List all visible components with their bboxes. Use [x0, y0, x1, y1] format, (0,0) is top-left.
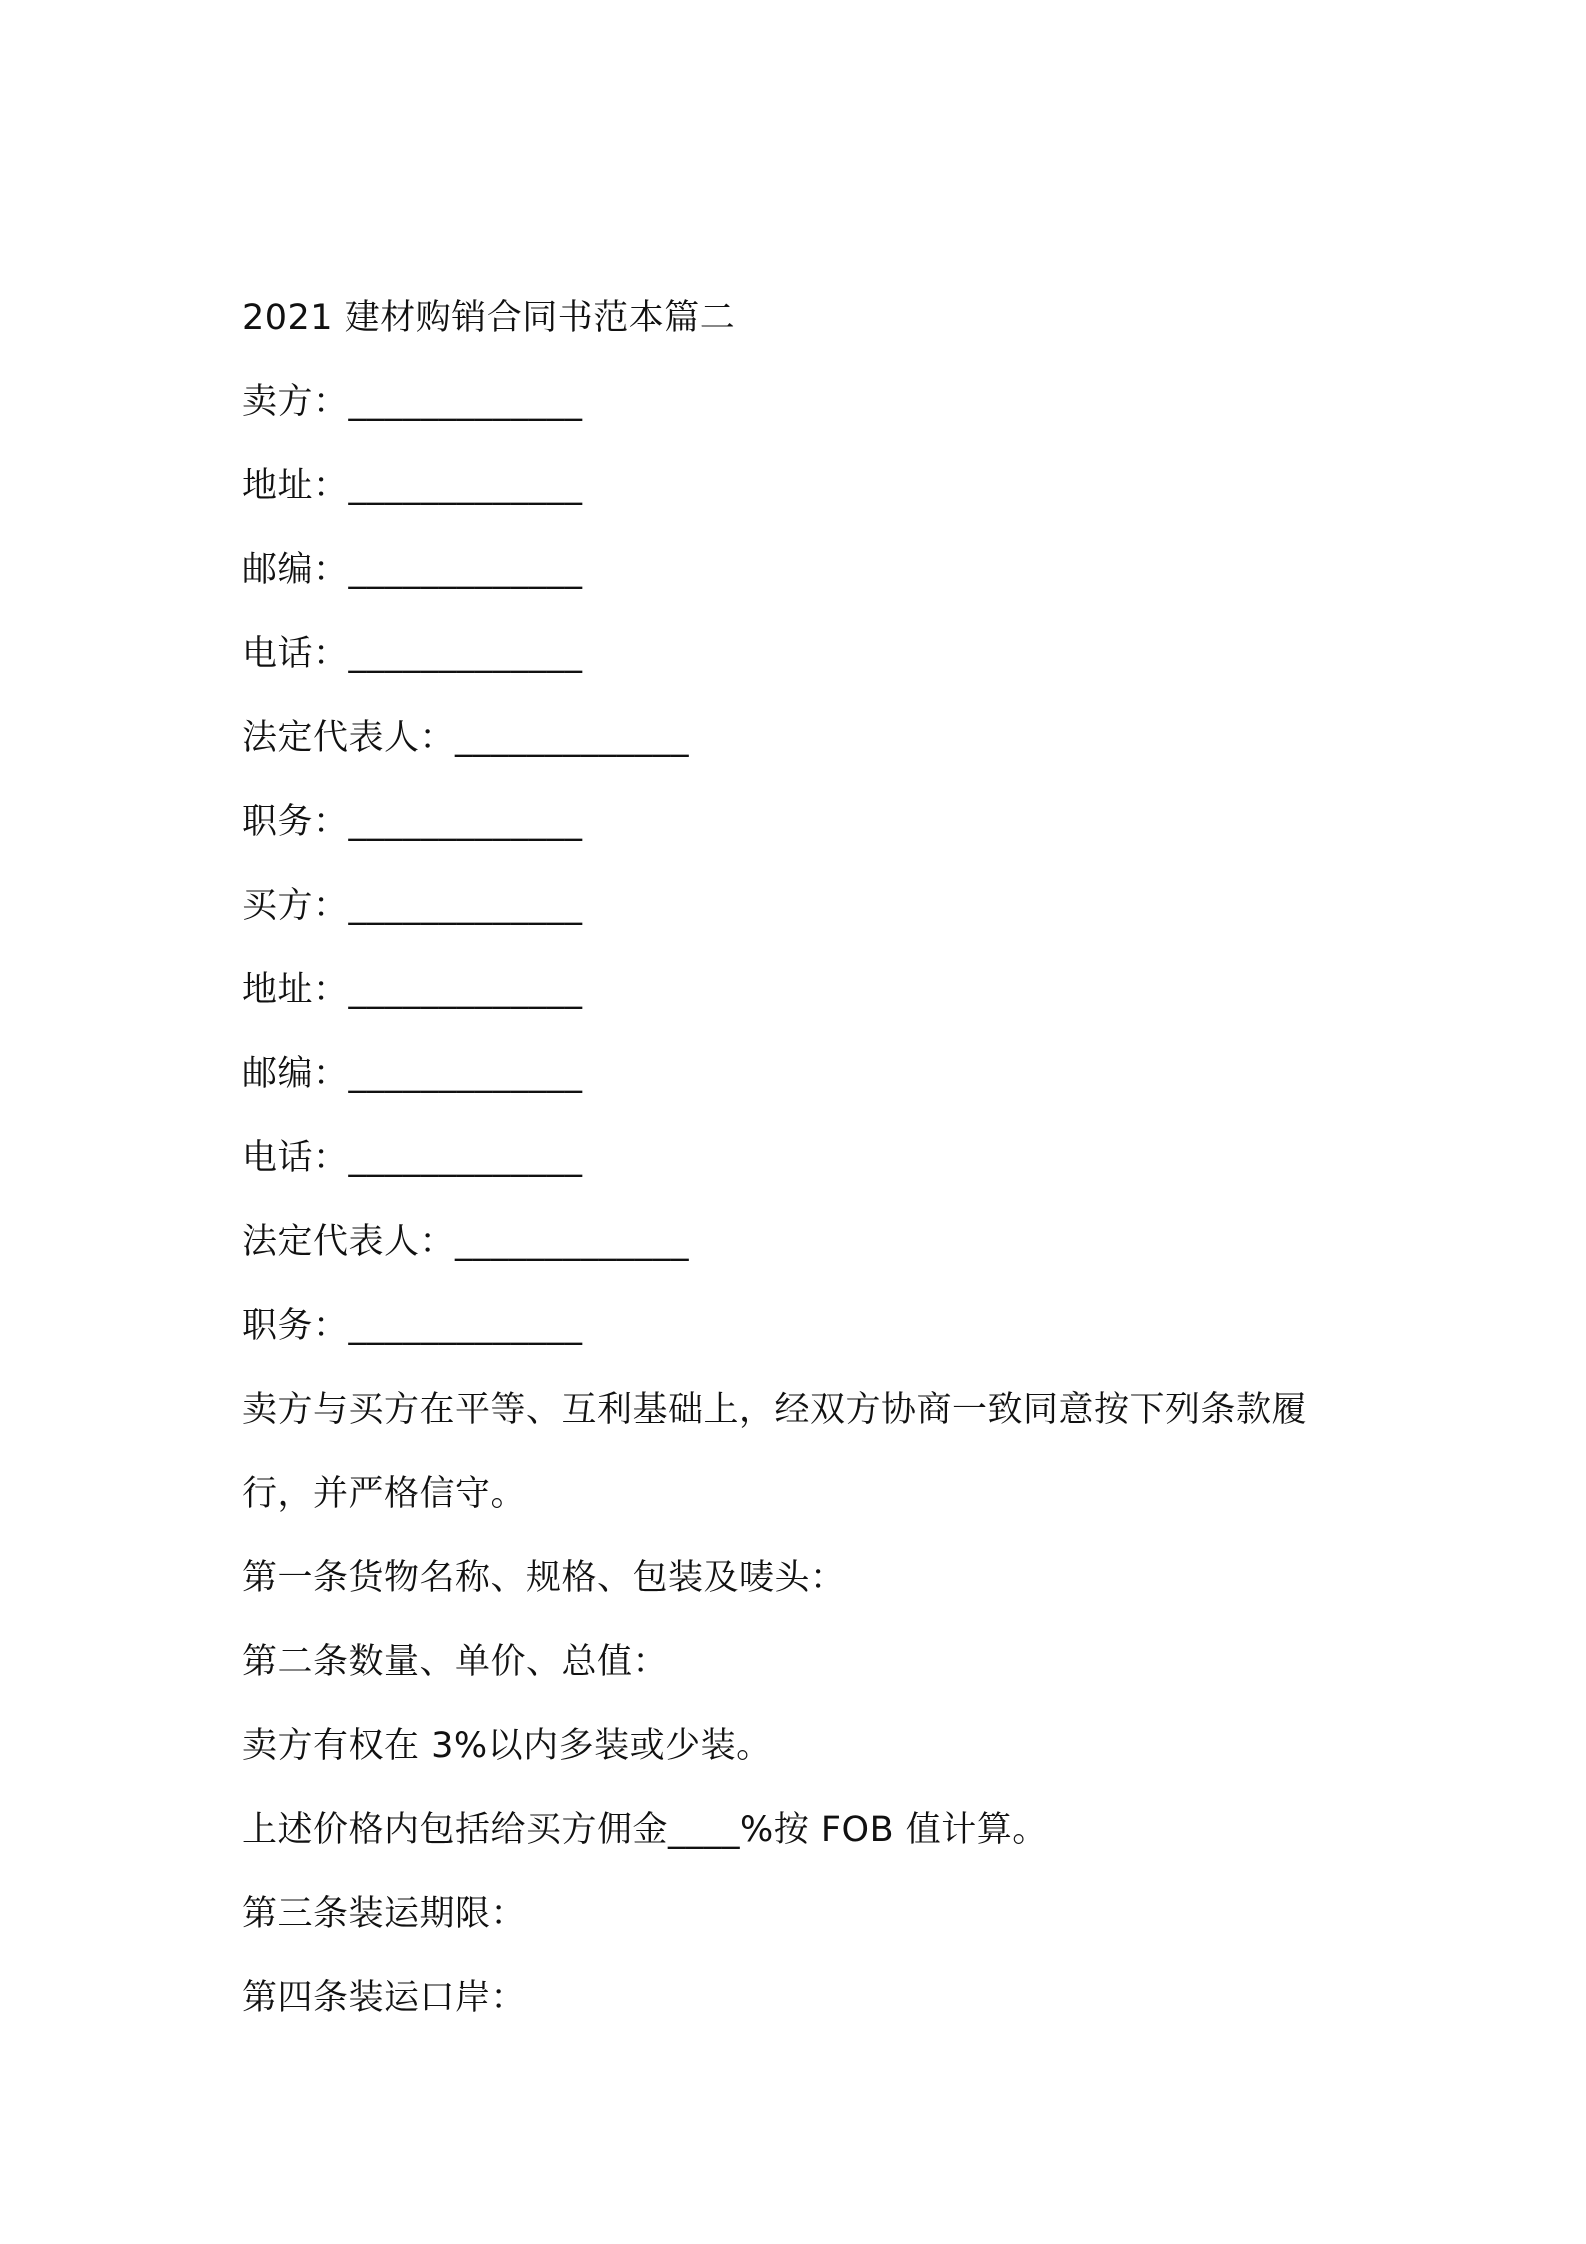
buyer-position-field: 职务：_____________ [242, 1306, 583, 1346]
article-1-heading: 第一条货物名称、规格、包装及唛头： [242, 1558, 846, 1598]
article-3-heading: 第三条装运期限： [242, 1894, 527, 1934]
buyer-phone-field: 电话：_____________ [242, 1138, 583, 1178]
document-page [242, 276, 1362, 2040]
preamble-line-2: 行，并严格信守。 [242, 1474, 527, 1514]
buyer-legal-rep-field: 法定代表人：_____________ [242, 1222, 690, 1262]
seller-phone-field: 电话：_____________ [242, 634, 583, 674]
buyer-postcode-field: 邮编：_____________ [242, 1054, 583, 1094]
seller-position-field: 职务：_____________ [242, 802, 583, 842]
seller-address-field: 地址：_____________ [242, 466, 583, 506]
preamble-line-1: 卖方与买方在平等、互利基础上，经双方协商一致同意按下列条款履 [242, 1390, 1308, 1430]
seller-postcode-field: 邮编：_____________ [242, 550, 583, 590]
seller-party-field: 卖方：_____________ [242, 382, 583, 422]
document-title: 2021 建材购销合同书范本篇二 [242, 298, 736, 338]
article-4-heading: 第四条装运口岸： [242, 1978, 527, 2018]
commission-clause: 上述价格内包括给买方佣金____%按 FOB 值计算。 [242, 1810, 1048, 1850]
buyer-party-field: 买方：_____________ [242, 886, 583, 926]
seller-legal-rep-field: 法定代表人：_____________ [242, 718, 690, 758]
article-2-heading: 第二条数量、单价、总值： [242, 1642, 669, 1682]
quantity-tolerance-clause: 卖方有权在 3%以内多装或少装。 [242, 1726, 772, 1766]
buyer-address-field: 地址：_____________ [242, 970, 583, 1010]
